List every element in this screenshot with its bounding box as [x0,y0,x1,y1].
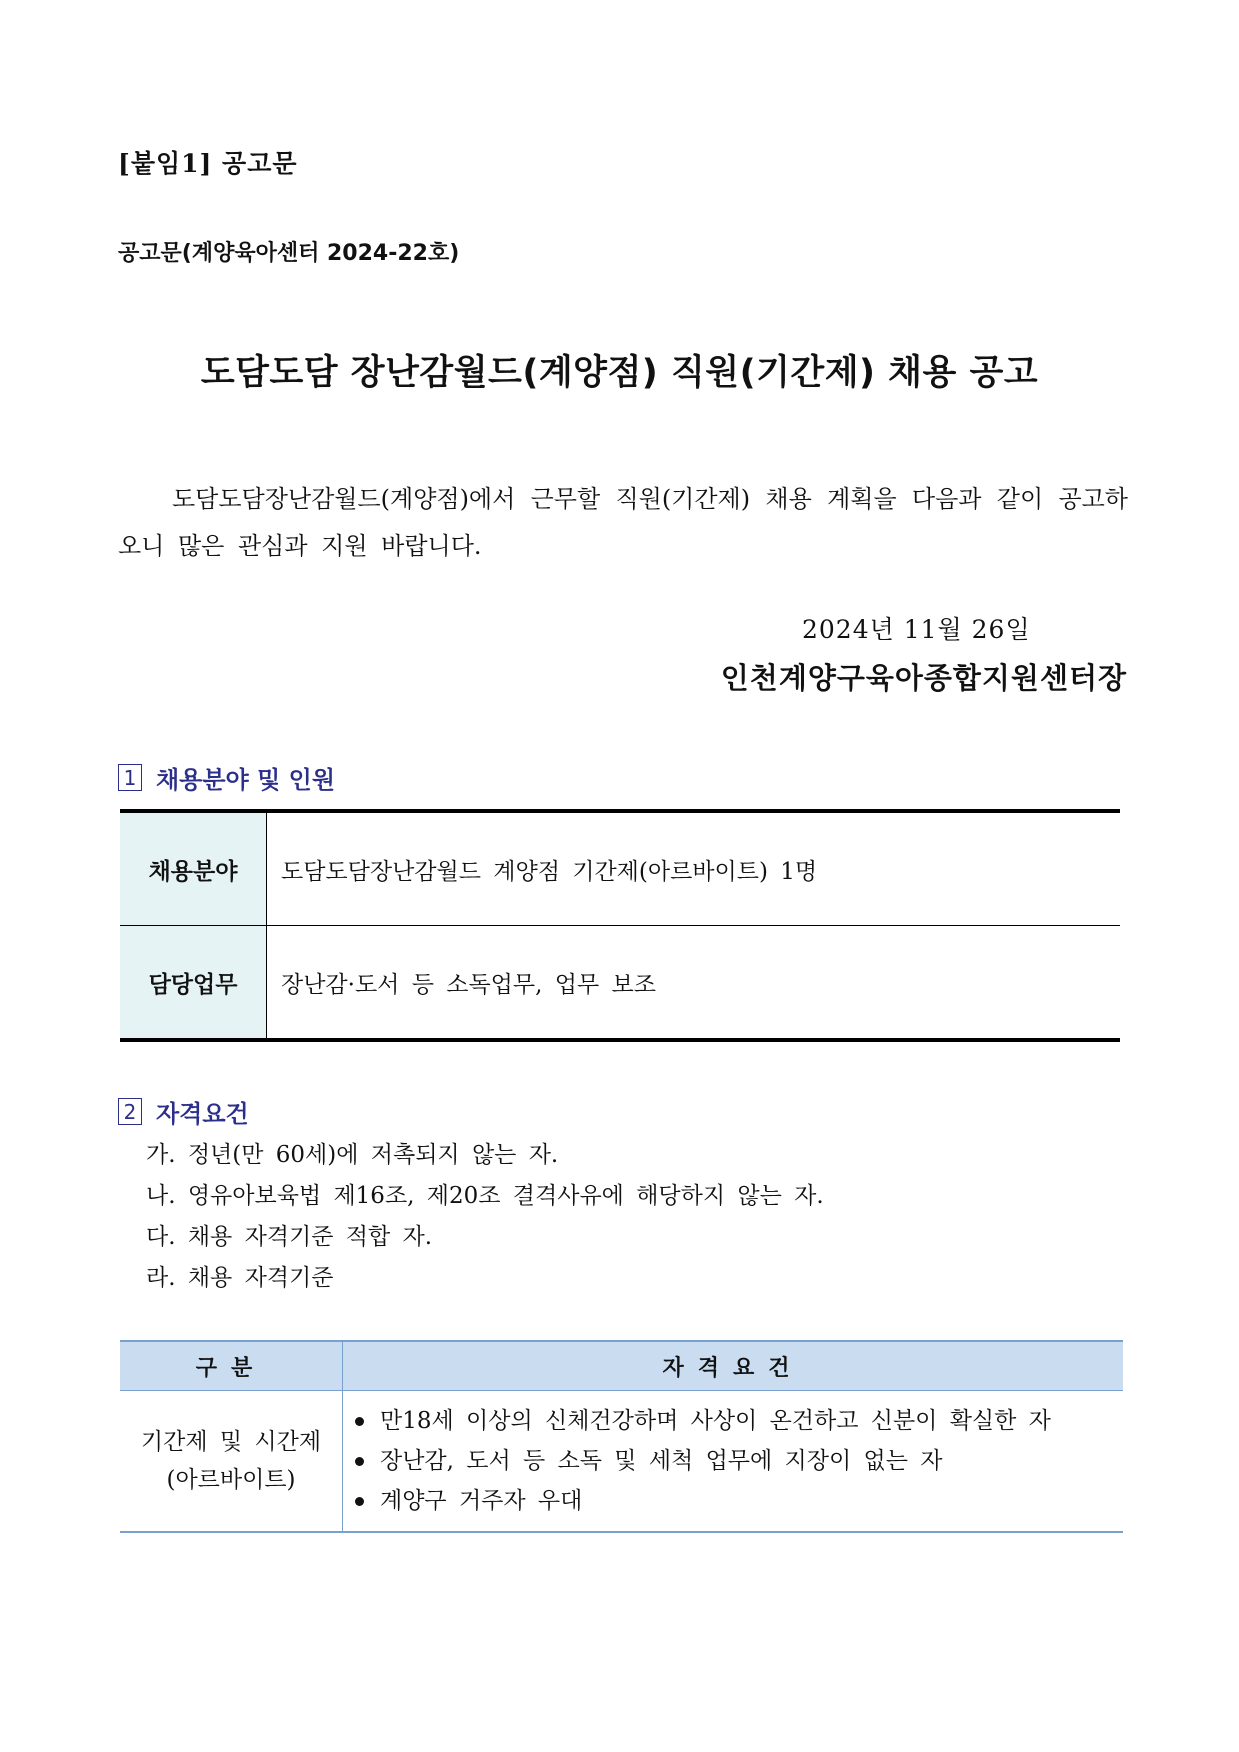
bullet-icon [355,1417,364,1426]
list-item [355,1481,1123,1521]
section2-number: 2 [118,1098,142,1125]
header-requirements: 자격요건 [343,1341,1124,1391]
requirement-text: 만18세 이상의 신체건강하며 사상이 온건하고 신분이 확실한 자 [380,1408,1051,1434]
notice-date: 2024년 11월 26일 [802,615,1031,644]
requirement-bullets [343,1401,1123,1521]
table-row [120,1391,1123,1533]
document-title: 도담도담 장난감월드(계양점) 직원(기간제) 채용 공고 [200,353,1039,393]
requirement-text: 계양구 거주자 우대 [380,1488,583,1514]
requirement-text: 장난감, 도서 등 소독 및 세척 업무에 지장이 없는 자 [380,1448,943,1474]
section2-heading [118,1094,249,1129]
section1-heading [118,760,335,795]
intro-text: 도담도담장난감월드(계양점)에서 근무할 직원(기간제) 채용 계획을 다음과 같이 공고하오니 많은 관심과 지원 바랍니다. [118,485,1128,560]
section1-title: 채용분야 및 인원 [156,766,335,794]
bullet-icon [355,1497,364,1506]
table-header-row [120,1341,1123,1391]
list-item [355,1441,1123,1481]
list-item: 가. 정년(만 60세)에 저촉되지 않는 자. [146,1142,559,1168]
recruitment-table [120,809,1120,1042]
list-item: 나. 영유아보육법 제16조, 제20조 결격사유에 해당하지 않는 자. [146,1183,824,1209]
qualification-table [120,1340,1123,1533]
header-category: 구분 [120,1341,343,1391]
list-item: 다. 채용 자격기준 적합 자. [146,1224,433,1250]
category-line: (아르바이트) [166,1467,296,1493]
list-item: 라. 채용 자격기준 [146,1265,334,1291]
category-line: 기간제 및 시간제 [140,1429,322,1455]
list-item [355,1401,1123,1441]
intro-paragraph [118,476,1128,570]
table-row [120,926,1120,1041]
row-value: 장난감·도서 등 소독업무, 업무 보조 [267,926,1121,1041]
category-cell [120,1391,343,1533]
section1-number: 1 [118,764,142,791]
requirements-cell [343,1391,1124,1533]
bullet-icon [355,1457,364,1466]
row-value: 도담도담장난감월드 계양점 기간제(아르바이트) 1명 [267,811,1121,926]
signer-name: 인천계양구육아종합지원센터장 [720,661,1127,695]
section2-title: 자격요건 [156,1100,249,1128]
row-label: 담당업무 [120,926,267,1041]
notice-number: 공고문(계양육아센터 2024-22호) [118,241,460,266]
row-label: 채용분야 [120,811,267,926]
requirements-list [146,1135,824,1299]
table-row [120,811,1120,926]
attachment-label: [붙임1] 공고문 [118,149,298,178]
